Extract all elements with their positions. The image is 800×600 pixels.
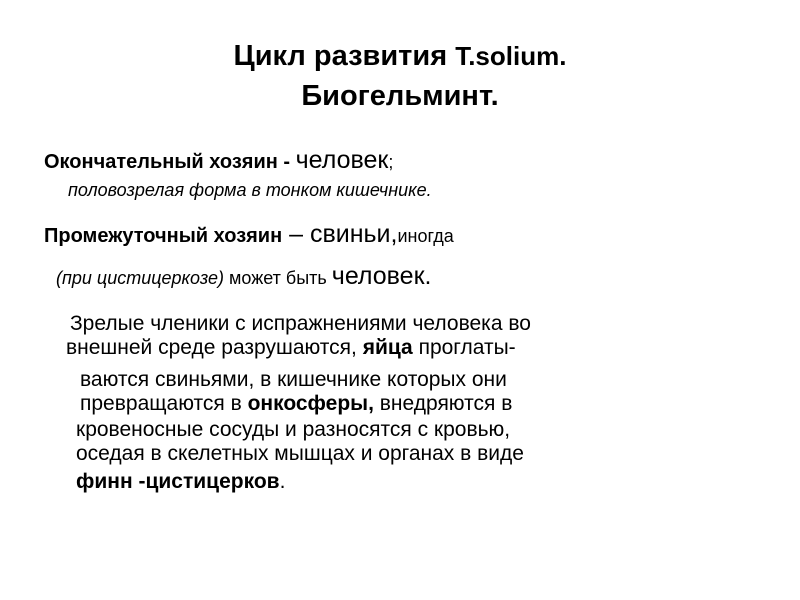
title-line-2: Биогельминт. <box>301 80 499 112</box>
description-line-5: кровеносные сосуды и разносятся с кровью, <box>76 418 511 441</box>
definitive-host-semicolon: ; <box>388 152 394 172</box>
description-line-4 <box>80 392 512 416</box>
intermediate-host-may-be: может быть <box>224 268 332 288</box>
intermediate-host-value: свиньи <box>309 220 391 248</box>
description-line-4-a: превращаются в <box>80 392 248 415</box>
intermediate-host-label: Промежуточный хозяин <box>44 225 283 247</box>
intermediate-host-sometimes: иногда <box>397 226 454 246</box>
title-species: T.solium. <box>455 41 567 71</box>
definitive-host-detail: половозрелая форма в тонком кишечнике. <box>68 180 432 200</box>
description-line-7-period: . <box>279 470 286 493</box>
intermediate-host-comma: , <box>390 220 398 248</box>
intermediate-host-line-2 <box>56 262 431 291</box>
description-line-2-c: проглаты- <box>412 336 516 359</box>
description-oncospheres: онкосферы, <box>247 392 374 415</box>
intermediate-host-dash: – <box>282 220 310 248</box>
definitive-host-separator: - <box>277 151 296 173</box>
intermediate-host-paren: (при цистицеркозе) <box>56 268 225 288</box>
description-line-4-c: внедряются в <box>373 392 513 415</box>
intermediate-host-period: . <box>424 262 432 290</box>
description-line-3: ваются свиньями, в кишечнике которых они <box>80 368 507 391</box>
slide-title <box>0 36 800 116</box>
description-eggs: яйца <box>362 336 413 359</box>
intermediate-host-human: человек <box>331 262 425 290</box>
description-line-6: оседая в скелетных мышцах и органах в виде <box>76 442 524 465</box>
definitive-host-label: Окончательный хозяин <box>44 151 278 173</box>
description-line-1: Зрелые членики с испражнениями человека во <box>70 312 531 335</box>
definitive-host-line <box>44 146 393 175</box>
title-line-1 <box>0 36 800 76</box>
definitive-host-value: человек <box>295 146 389 174</box>
description-line-2-a: внешней среде разрушаются, <box>66 336 363 359</box>
description-line-2 <box>66 336 516 360</box>
description-line-7 <box>76 470 285 494</box>
intermediate-host-line <box>44 220 454 249</box>
title-text: Цикл развития <box>233 40 456 72</box>
description-cysticerci: финн -цистицерков <box>76 470 280 493</box>
